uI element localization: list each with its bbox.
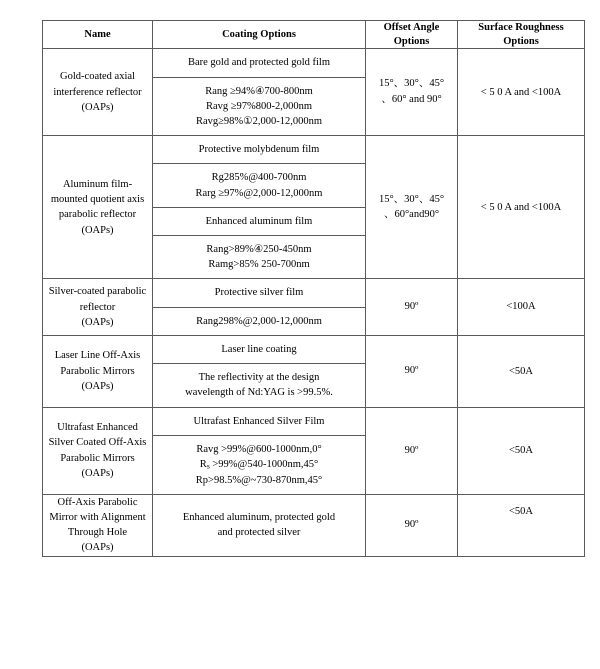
cell-line: <50A [508, 365, 533, 377]
cell-line: 15°、30°、45° [378, 78, 445, 90]
cell-line: 90º [404, 301, 419, 313]
cell-line: Rang ≥94%④700-800nm [205, 85, 313, 97]
cell-line: Rp>98.5%@~730-870nm,45° [195, 474, 323, 486]
header-line: Offset Angle [383, 22, 440, 33]
cell-surface-roughness [458, 494, 585, 556]
cell-line: <50A [508, 505, 533, 517]
cell-line: <50A [508, 444, 533, 456]
cell-line: interference reflector [53, 86, 142, 98]
coating-option [153, 207, 365, 235]
cell-line: Bare gold and protected gold film [187, 57, 330, 69]
cell-line: Ultrafast Enhanced Silver Film [193, 415, 325, 427]
cell-line: Gold-coated axial [60, 71, 135, 83]
cell-line: and protected silver [217, 527, 301, 539]
cell-line: Laser line coating [221, 343, 297, 355]
cell-line: Rg285%@400-700nm [211, 172, 307, 184]
coating-options-list [153, 504, 365, 546]
cell-line: 90º [404, 365, 419, 377]
cell-line: 90º [404, 519, 419, 531]
coating-options-list [153, 136, 365, 278]
cell-line: Aluminum film- [62, 178, 133, 190]
coating-option [153, 279, 365, 307]
cell-line: Ravg≥98%①2,000-12,000nm [196, 115, 322, 127]
coating-options-list [153, 336, 365, 407]
header-line: Surface Roughness [478, 22, 564, 33]
cell-name [43, 136, 153, 279]
coating-option-row [153, 77, 365, 135]
coating-option-row [153, 279, 365, 307]
coating-option-row [153, 207, 365, 235]
cell-line: < 5 0 A and <100A [480, 201, 562, 213]
cell-offset-angle [366, 49, 458, 136]
cell-line: (OAPs) [81, 316, 114, 328]
col-header-roughness [458, 21, 585, 49]
cell-line: Parabolic Mirrors [60, 365, 135, 377]
cell-line: 、60° and 90° [381, 94, 442, 106]
coating-option [153, 307, 365, 335]
cell-line: Ravg >99%@600-1000nm,0° [196, 443, 322, 455]
cell-line: Ravg ≥97%800-2,000nm [205, 100, 313, 112]
table-row [43, 335, 585, 407]
cell-line: Silver-coated parabolic [48, 286, 147, 298]
coating-option [153, 164, 365, 207]
cell-coating [153, 335, 366, 407]
cell-line: <100A [506, 301, 536, 313]
cell-line: (OAPs) [81, 380, 114, 392]
cell-line: Laser Line Off-Axis [54, 350, 141, 362]
cell-line: Ramg>85% 250-700nm [208, 259, 310, 271]
coating-option-row [153, 136, 365, 164]
cell-name [43, 494, 153, 556]
coating-options-list [153, 279, 365, 334]
cell-coating [153, 279, 366, 335]
coating-option-row [153, 236, 365, 279]
cell-line: 15°、30°、45° [378, 193, 445, 205]
cell-coating [153, 494, 366, 556]
cell-line: 、60°and90° [383, 209, 440, 221]
table-row [43, 49, 585, 136]
coating-options-list [153, 49, 365, 135]
coating-option [153, 77, 365, 135]
cell-line: parabolic reflector [58, 209, 137, 221]
cell-line: Rang>89%④250-450nm [206, 244, 312, 256]
cell-line: wavelength of Nd:YAG is >99.5%. [185, 387, 333, 399]
cell-line: mounted quotient axis [50, 194, 145, 206]
table-row [43, 494, 585, 556]
cell-surface-roughness [458, 279, 585, 335]
coating-option-row [153, 435, 365, 494]
cell-coating [153, 407, 366, 494]
coating-option-row [153, 307, 365, 335]
table-row [43, 136, 585, 279]
cell-surface-roughness [458, 136, 585, 279]
cell-line: (OAPs) [81, 542, 114, 554]
cell-name [43, 279, 153, 335]
header-row [43, 21, 585, 49]
table-body [43, 49, 585, 556]
coating-option [153, 364, 365, 407]
cell-surface-roughness [458, 49, 585, 136]
cell-line: Through Hole [67, 527, 128, 539]
coating-option-row [153, 364, 365, 407]
cell-line: Parabolic Mirrors [60, 452, 135, 464]
coating-option [153, 504, 365, 546]
coating-option-row [153, 164, 365, 207]
cell-line: $R_s$ >99%@540-1000nm,45° [199, 459, 319, 471]
cell-coating [153, 136, 366, 279]
cell-line: Silver Coated Off-Axis [48, 437, 147, 449]
cell-line: Off-Axis Parabolic [57, 496, 138, 508]
cell-name [43, 49, 153, 136]
cell-line: Ultrafast Enhanced [57, 422, 138, 434]
coating-option-row [153, 49, 365, 77]
cell-line: Rarg ≥97%@2,000-12,000nm [195, 187, 323, 199]
cell-line: Protective molybdenum film [198, 144, 320, 156]
cell-line: < 5 0 A and <100A [480, 86, 562, 98]
table-row [43, 279, 585, 335]
cell-name [43, 407, 153, 494]
cell-offset-angle [366, 494, 458, 556]
cell-line: reflector [79, 301, 116, 313]
cell-line: Rang298%@2,000-12,000nm [196, 315, 322, 327]
cell-name [43, 335, 153, 407]
col-header-name: Name [43, 21, 153, 49]
coating-option-row [153, 408, 365, 436]
cell-line: The reflectivity at the design [198, 372, 320, 384]
coating-option [153, 136, 365, 164]
cell-line: Mirror with Alignment [49, 512, 146, 524]
header-line: Options [393, 35, 430, 47]
cell-offset-angle [366, 407, 458, 494]
coating-option [153, 49, 365, 77]
coating-option-row [153, 504, 365, 546]
cell-line: (OAPs) [81, 101, 114, 113]
cell-surface-roughness [458, 407, 585, 494]
table-header [43, 21, 585, 49]
col-header-coating: Coating Options [153, 21, 366, 49]
cell-line: Enhanced aluminum, protected gold [182, 512, 336, 524]
cell-surface-roughness [458, 335, 585, 407]
specification-table [42, 20, 585, 557]
cell-line: (OAPs) [81, 467, 114, 479]
cell-line: Protective silver film [214, 287, 304, 299]
cell-offset-angle [366, 335, 458, 407]
cell-line: 90º [404, 444, 419, 456]
cell-coating [153, 49, 366, 136]
coating-option [153, 408, 365, 436]
coating-option [153, 435, 365, 494]
table-row [43, 407, 585, 494]
col-header-offset [366, 21, 458, 49]
cell-line: (OAPs) [81, 224, 114, 236]
coating-option [153, 236, 365, 279]
cell-offset-angle [366, 279, 458, 335]
header-line: Options [503, 35, 539, 47]
coating-options-list [153, 408, 365, 494]
cell-offset-angle [366, 136, 458, 279]
cell-line: Enhanced aluminum film [205, 215, 313, 227]
coating-option-row [153, 336, 365, 364]
coating-option [153, 336, 365, 364]
